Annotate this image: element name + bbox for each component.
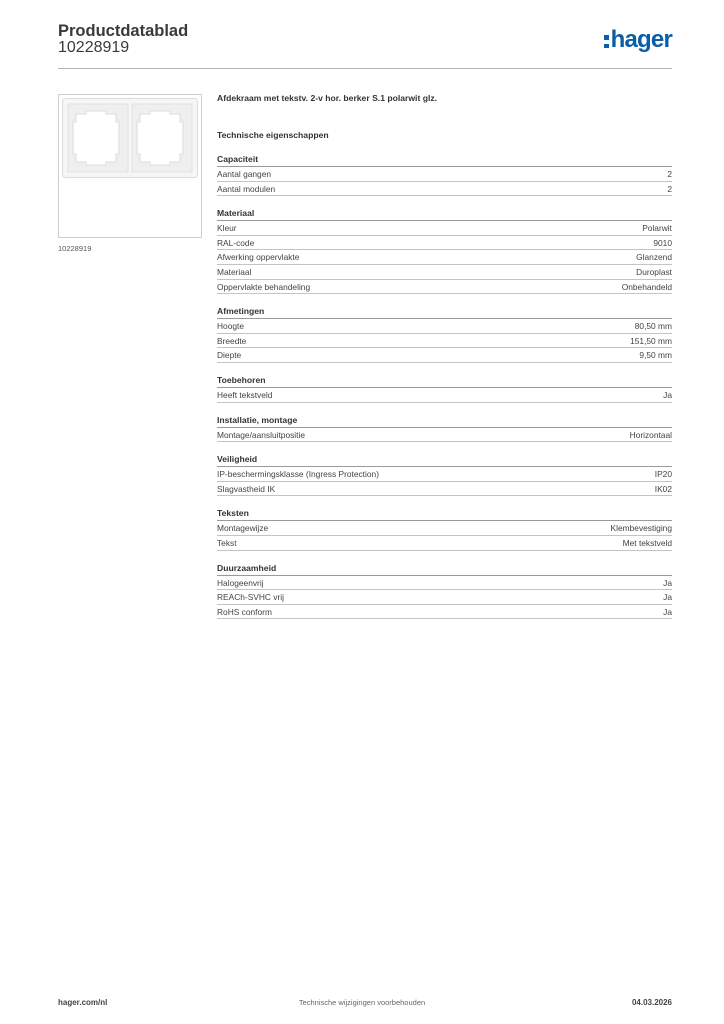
spec-label: REACh-SVHC vrij xyxy=(217,592,285,603)
section-heading: Toebehoren xyxy=(217,374,672,388)
spec-label: IP-beschermingsklasse (Ingress Protection) xyxy=(217,469,379,480)
spec-sections xyxy=(217,153,672,619)
footer-website: hager.com/nl xyxy=(58,998,108,1007)
logo-text: hager xyxy=(610,26,672,53)
spec-section xyxy=(217,374,672,403)
spec-label: Diepte xyxy=(217,350,242,361)
spec-value: 151,50 mm xyxy=(630,335,672,346)
spec-label: Hoogte xyxy=(217,321,245,332)
spec-value: 9010 xyxy=(653,237,672,248)
spec-row xyxy=(217,467,672,482)
spec-value: 9,50 mm xyxy=(639,350,672,361)
spec-row xyxy=(217,250,672,265)
spec-row xyxy=(217,221,672,236)
spec-value: Klembevestiging xyxy=(610,523,672,534)
spec-section xyxy=(217,453,672,496)
spec-label: RAL-code xyxy=(217,237,255,248)
spec-row xyxy=(217,280,672,295)
logo-dots-icon xyxy=(604,35,609,48)
header-divider xyxy=(58,68,672,69)
spec-section xyxy=(217,207,672,294)
spec-row xyxy=(217,265,672,280)
spec-content xyxy=(217,91,672,619)
spec-value: 80,50 mm xyxy=(634,321,672,332)
spec-row xyxy=(217,576,672,591)
spec-label: Halogeenvrij xyxy=(217,577,264,588)
section-heading: Duurzaamheid xyxy=(217,562,672,576)
spec-row xyxy=(217,348,672,363)
spec-row xyxy=(217,319,672,334)
spec-row xyxy=(217,388,672,403)
spec-value: Ja xyxy=(663,592,672,603)
spec-row xyxy=(217,182,672,197)
spec-row xyxy=(217,590,672,605)
spec-row xyxy=(217,521,672,536)
spec-label: Breedte xyxy=(217,335,247,346)
hager-logo xyxy=(604,28,672,52)
footer-disclaimer: Technische wijzigingen voorbehouden xyxy=(298,998,426,1007)
spec-value: 2 xyxy=(667,169,672,179)
spec-label: Slagvastheid IK xyxy=(217,483,276,494)
spec-value: IK02 xyxy=(654,483,672,494)
spec-section xyxy=(217,305,672,363)
spec-value: Ja xyxy=(663,606,672,617)
section-heading: Materiaal xyxy=(217,207,672,221)
spec-value: Ja xyxy=(663,389,672,400)
product-description: Afdekraam met tekstv. 2-v hor. berker S.1 polarwit glz. xyxy=(217,93,438,103)
section-heading: Afmetingen xyxy=(217,305,672,319)
spec-label: RoHS conform xyxy=(217,606,272,617)
spec-value: Ja xyxy=(663,577,672,588)
spec-value: Duroplast xyxy=(636,266,672,277)
spec-row xyxy=(217,482,672,497)
spec-section xyxy=(217,507,672,550)
page-title: Productdatablad xyxy=(58,22,189,40)
spec-label: Montage/aansluitpositie xyxy=(217,429,305,440)
spec-label: Afwerking oppervlakte xyxy=(217,252,300,263)
spec-label: Oppervlakte behandeling xyxy=(217,281,311,292)
spec-row xyxy=(217,428,672,443)
spec-section xyxy=(217,414,672,443)
spec-label: Aantal modulen xyxy=(217,183,276,194)
spec-row xyxy=(217,536,672,551)
tech-heading: Technische eigenschappen xyxy=(217,130,329,140)
spec-label: Aantal gangen xyxy=(217,169,272,179)
double-frame-icon xyxy=(62,98,198,178)
spec-label: Heeft tekstveld xyxy=(217,389,273,400)
spec-section xyxy=(217,153,672,196)
section-heading: Capaciteit xyxy=(217,153,672,167)
spec-value: Onbehandeld xyxy=(621,281,672,292)
spec-row xyxy=(217,334,672,349)
section-heading: Installatie, montage xyxy=(217,414,672,428)
spec-value: IP20 xyxy=(654,469,672,480)
spec-value: 2 xyxy=(667,183,672,194)
spec-section xyxy=(217,562,672,620)
spec-label: Tekst xyxy=(217,537,237,548)
spec-label: Materiaal xyxy=(217,266,252,277)
spec-label: Kleur xyxy=(217,223,237,234)
section-heading: Teksten xyxy=(217,507,672,521)
spec-value: Polarwit xyxy=(642,223,672,234)
product-image xyxy=(58,94,202,238)
spec-label: Montagewijze xyxy=(217,523,269,534)
image-caption: 10228919 xyxy=(58,244,92,253)
footer-date: 04.03.2026 xyxy=(631,998,672,1007)
spec-row xyxy=(217,167,672,182)
spec-row xyxy=(217,605,672,620)
spec-value: Horizontaal xyxy=(629,429,672,440)
section-heading: Veiligheid xyxy=(217,453,672,467)
article-number: 10228919 xyxy=(58,39,130,56)
spec-row xyxy=(217,236,672,251)
spec-value: Glanzend xyxy=(636,252,672,263)
spec-value: Met tekstveld xyxy=(622,537,672,548)
